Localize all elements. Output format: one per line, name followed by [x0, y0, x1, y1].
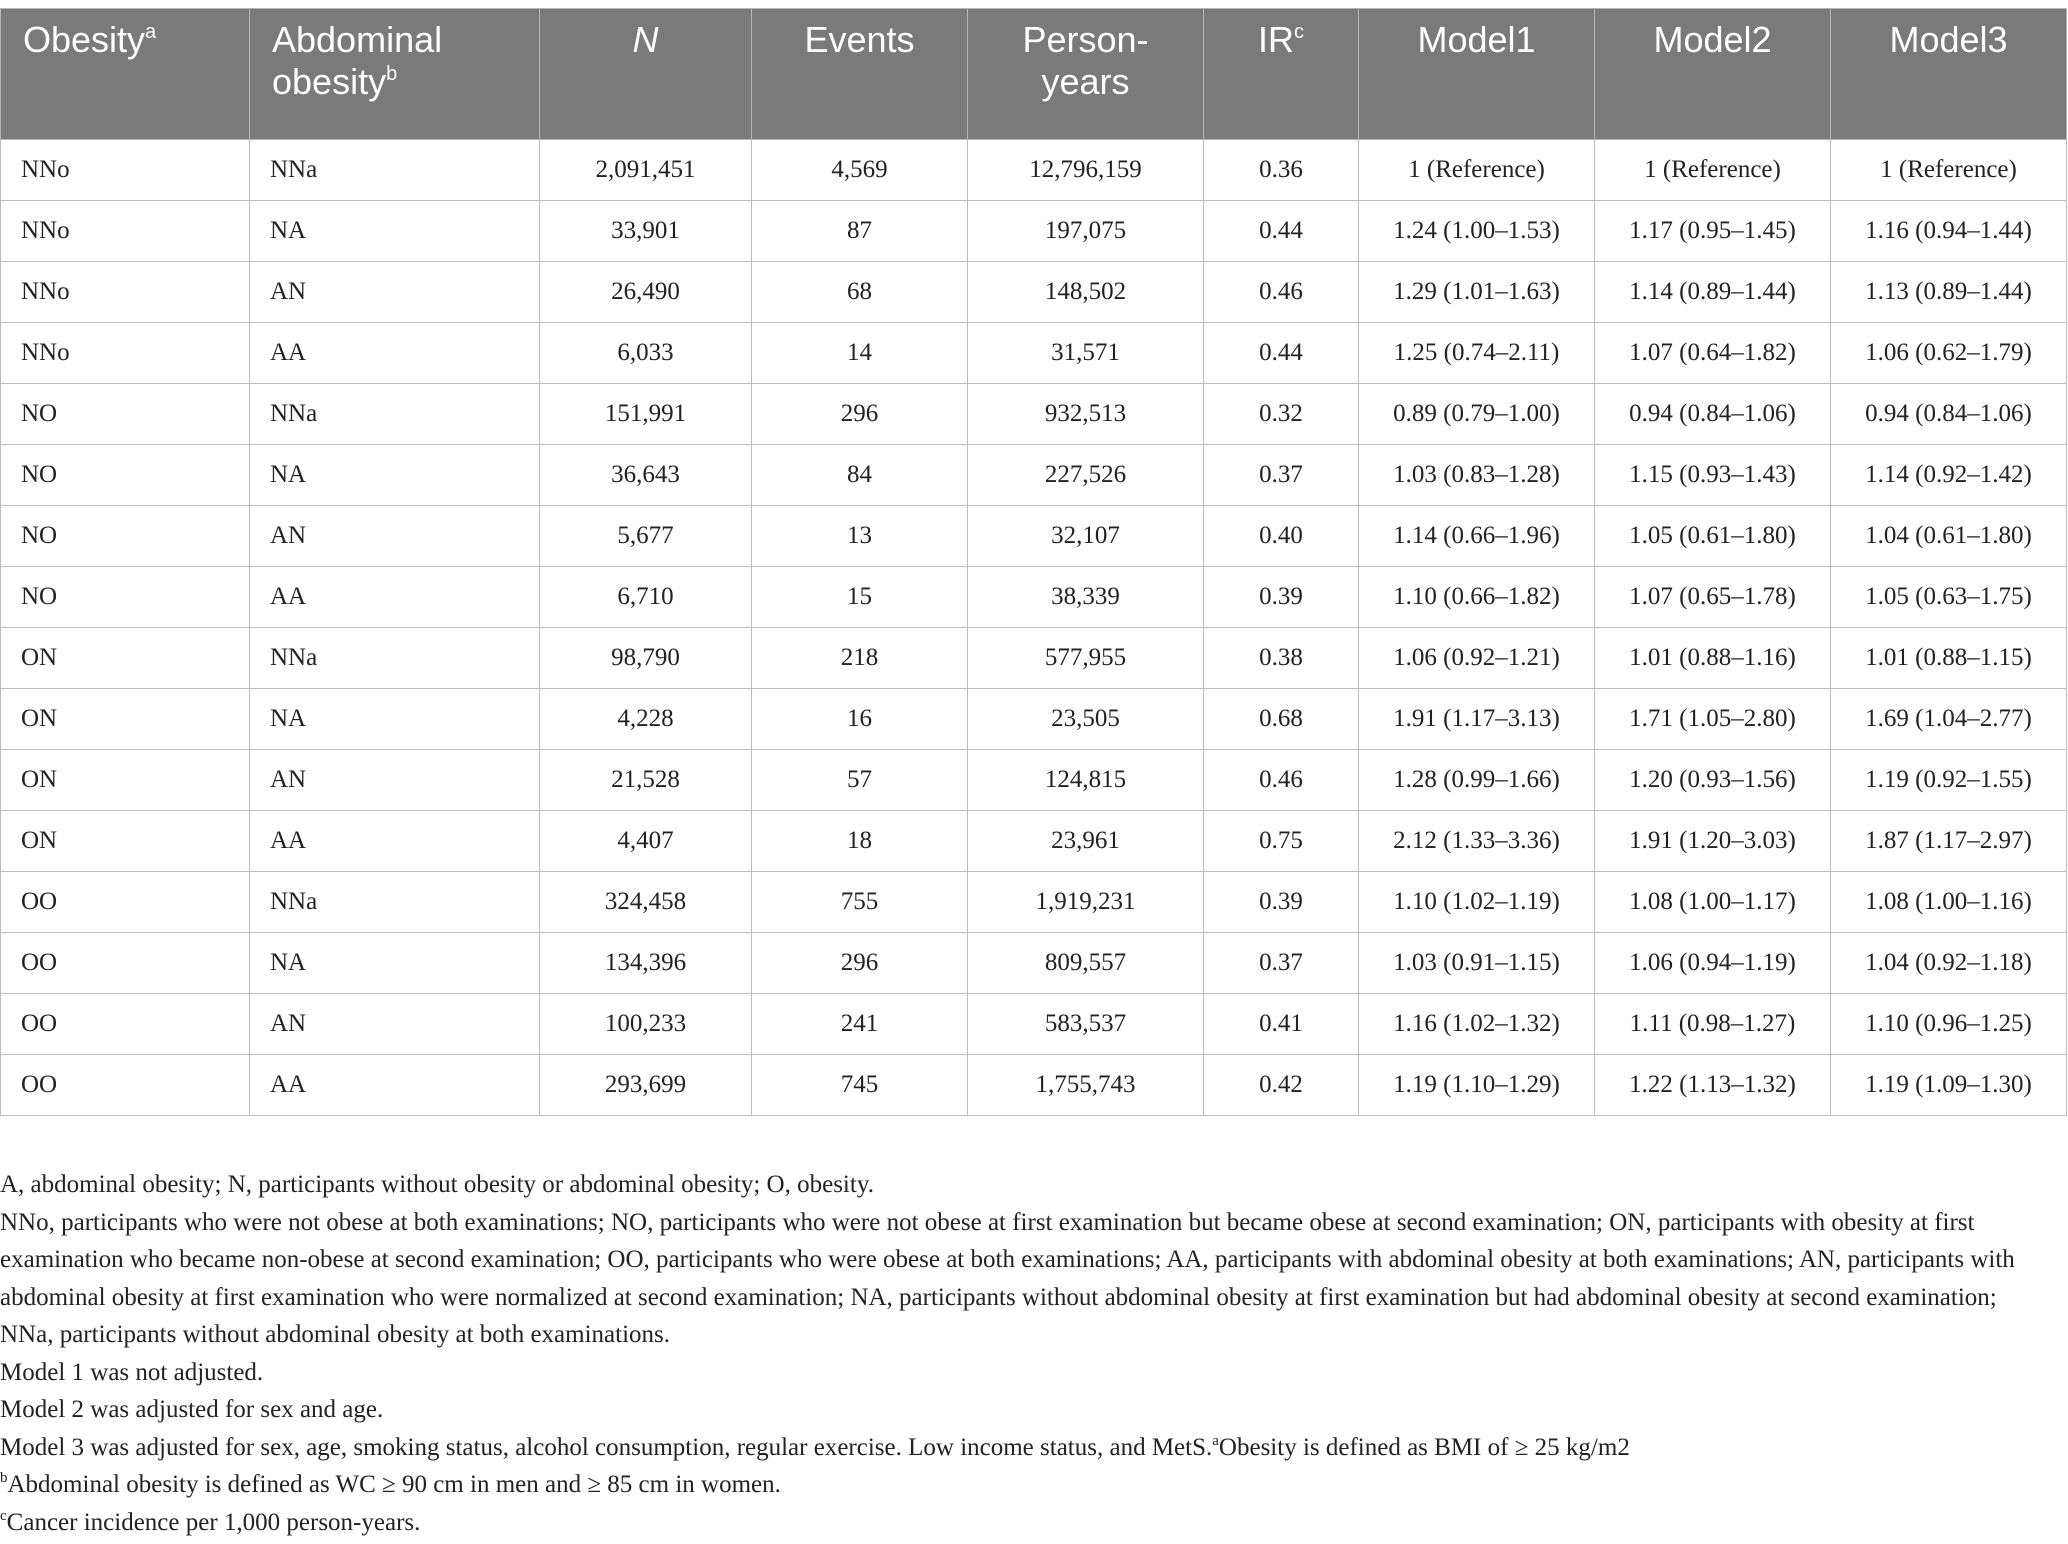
cell-n: 4,228	[540, 689, 752, 750]
cell-obesity: ON	[1, 689, 250, 750]
cell-n: 151,991	[540, 384, 752, 445]
cell-n: 98,790	[540, 628, 752, 689]
header-ir: $IR^c$	[1204, 9, 1359, 140]
cell-abdominal-obesity: AN	[250, 506, 540, 567]
cell-n: 100,233	[540, 994, 752, 1055]
header-n: N	[540, 9, 752, 140]
cell-model3: 1.04 (0.92–1.18)	[1831, 933, 2067, 994]
cell-abdominal-obesity: NA	[250, 201, 540, 262]
cell-model3: 1.87 (1.17–2.97)	[1831, 811, 2067, 872]
cell-abdominal-obesity: AA	[250, 567, 540, 628]
table-body	[1, 140, 2067, 1116]
cell-obesity: NO	[1, 384, 250, 445]
cell-obesity: OO	[1, 994, 250, 1055]
table-row	[1, 140, 2067, 201]
cell-model2: 1.08 (1.00–1.17)	[1595, 872, 1831, 933]
cell-model2: 1.14 (0.89–1.44)	[1595, 262, 1831, 323]
cell-n: 134,396	[540, 933, 752, 994]
cell-n: 36,643	[540, 445, 752, 506]
note-model2: Model 2 was adjusted for sex and age.	[0, 1396, 384, 1423]
results-table	[0, 8, 2067, 1116]
cell-model2: 1.71 (1.05–2.80)	[1595, 689, 1831, 750]
cell-person-years: 23,961	[968, 811, 1204, 872]
cell-obesity: ON	[1, 750, 250, 811]
cell-model2: 1.07 (0.64–1.82)	[1595, 323, 1831, 384]
table-row	[1, 384, 2067, 445]
cell-model2: 1.05 (0.61–1.80)	[1595, 506, 1831, 567]
header-person-years: Person- years	[968, 9, 1204, 140]
cell-events: 16	[752, 689, 968, 750]
cell-model3: 1.14 (0.92–1.42)	[1831, 445, 2067, 506]
cell-abdominal-obesity: NA	[250, 445, 540, 506]
cell-abdominal-obesity: NNa	[250, 140, 540, 201]
cell-model3: 1.01 (0.88–1.15)	[1831, 628, 2067, 689]
cell-model1: 1.14 (0.66–1.96)	[1359, 506, 1595, 567]
header-obesity: Obesity$^a$	[1, 9, 250, 140]
cell-obesity: NNo	[1, 323, 250, 384]
cell-ir: 0.44	[1204, 201, 1359, 262]
cell-ir: 0.44	[1204, 323, 1359, 384]
cell-events: 15	[752, 567, 968, 628]
cell-model3: 0.94 (0.84–1.06)	[1831, 384, 2067, 445]
cell-person-years: 124,815	[968, 750, 1204, 811]
cell-model1: 1.24 (1.00–1.53)	[1359, 201, 1595, 262]
note-abbreviations-1: A, abdominal obesity; N, participants without obesity or abdominal obesity; O, obesity.	[0, 1171, 874, 1198]
cell-ir: 0.37	[1204, 933, 1359, 994]
cell-model3: 1.08 (1.00–1.16)	[1831, 872, 2067, 933]
footnote-c: $^c$Cancer incidence per 1,000 person-years.	[0, 1507, 421, 1536]
cell-ir: 0.37	[1204, 445, 1359, 506]
cell-obesity: OO	[1, 933, 250, 994]
cell-ir: 0.32	[1204, 384, 1359, 445]
cell-events: 241	[752, 994, 968, 1055]
cell-person-years: 1,919,231	[968, 872, 1204, 933]
table-header	[1, 9, 2067, 140]
cell-events: 13	[752, 506, 968, 567]
table-row	[1, 689, 2067, 750]
table-row	[1, 994, 2067, 1055]
cell-events: 755	[752, 872, 968, 933]
cell-model1: 1.28 (0.99–1.66)	[1359, 750, 1595, 811]
cell-abdominal-obesity: NA	[250, 689, 540, 750]
table-row	[1, 567, 2067, 628]
cell-model1: 1.10 (0.66–1.82)	[1359, 567, 1595, 628]
cell-ir: 0.40	[1204, 506, 1359, 567]
cell-ir: 0.68	[1204, 689, 1359, 750]
cell-person-years: 1,755,743	[968, 1055, 1204, 1116]
cell-model2: 1.15 (0.93–1.43)	[1595, 445, 1831, 506]
cell-person-years: 12,796,159	[968, 140, 1204, 201]
cell-model1: 1.91 (1.17–3.13)	[1359, 689, 1595, 750]
table-row	[1, 1055, 2067, 1116]
cell-abdominal-obesity: NNa	[250, 872, 540, 933]
cell-ir: 0.39	[1204, 567, 1359, 628]
header-model2: Model2	[1595, 9, 1831, 140]
cell-abdominal-obesity: AN	[250, 262, 540, 323]
cell-ir: 0.39	[1204, 872, 1359, 933]
cell-abdominal-obesity: NA	[250, 933, 540, 994]
cell-obesity: ON	[1, 628, 250, 689]
cell-model2: 1.06 (0.94–1.19)	[1595, 933, 1831, 994]
table-row	[1, 811, 2067, 872]
cell-events: 745	[752, 1055, 968, 1116]
cell-obesity: NO	[1, 567, 250, 628]
cell-model3: 1.69 (1.04–2.77)	[1831, 689, 2067, 750]
cell-n: 6,033	[540, 323, 752, 384]
cell-person-years: 148,502	[968, 262, 1204, 323]
cell-n: 21,528	[540, 750, 752, 811]
cell-ir: 0.38	[1204, 628, 1359, 689]
cell-person-years: 227,526	[968, 445, 1204, 506]
header-model3: Model3	[1831, 9, 2067, 140]
cell-n: 324,458	[540, 872, 752, 933]
cell-ir: 0.46	[1204, 262, 1359, 323]
cell-n: 4,407	[540, 811, 752, 872]
cell-ir: 0.46	[1204, 750, 1359, 811]
cell-n: 5,677	[540, 506, 752, 567]
cell-model2: 1.17 (0.95–1.45)	[1595, 201, 1831, 262]
cell-model2: 1.07 (0.65–1.78)	[1595, 567, 1831, 628]
cell-abdominal-obesity: AN	[250, 994, 540, 1055]
cell-events: 4,569	[752, 140, 968, 201]
cell-abdominal-obesity: AA	[250, 811, 540, 872]
table-row	[1, 933, 2067, 994]
cell-model1: 1.06 (0.92–1.21)	[1359, 628, 1595, 689]
cell-model1: 1.25 (0.74–2.11)	[1359, 323, 1595, 384]
table-row	[1, 628, 2067, 689]
cell-person-years: 31,571	[968, 323, 1204, 384]
cell-model3: 1.19 (1.09–1.30)	[1831, 1055, 2067, 1116]
cell-model1: 2.12 (1.33–3.36)	[1359, 811, 1595, 872]
cell-obesity: NO	[1, 506, 250, 567]
cell-n: 26,490	[540, 262, 752, 323]
cell-person-years: 577,955	[968, 628, 1204, 689]
cell-model3: 1.05 (0.63–1.75)	[1831, 567, 2067, 628]
header-events: Events	[752, 9, 968, 140]
cell-model2: 1.20 (0.93–1.56)	[1595, 750, 1831, 811]
cell-events: 84	[752, 445, 968, 506]
cell-events: 68	[752, 262, 968, 323]
cell-model1: 1.03 (0.91–1.15)	[1359, 933, 1595, 994]
cell-abdominal-obesity: NNa	[250, 628, 540, 689]
cell-events: 296	[752, 384, 968, 445]
cell-person-years: 932,513	[968, 384, 1204, 445]
cell-person-years: 23,505	[968, 689, 1204, 750]
cell-events: 57	[752, 750, 968, 811]
table-row	[1, 872, 2067, 933]
table-row	[1, 750, 2067, 811]
cell-events: 18	[752, 811, 968, 872]
cell-events: 87	[752, 201, 968, 262]
table-row	[1, 445, 2067, 506]
cell-model1: 1.19 (1.10–1.29)	[1359, 1055, 1595, 1116]
cell-events: 14	[752, 323, 968, 384]
header-abdominal-obesity: Abdominal obesity$^b$	[250, 9, 540, 140]
cell-obesity: NNo	[1, 262, 250, 323]
cell-model2: 0.94 (0.84–1.06)	[1595, 384, 1831, 445]
cell-abdominal-obesity: AA	[250, 1055, 540, 1116]
table-row	[1, 323, 2067, 384]
cell-model3: 1.19 (0.92–1.55)	[1831, 750, 2067, 811]
cell-person-years: 38,339	[968, 567, 1204, 628]
cell-model3: 1.10 (0.96–1.25)	[1831, 994, 2067, 1055]
cell-model2: 1 (Reference)	[1595, 140, 1831, 201]
cell-model2: 1.11 (0.98–1.27)	[1595, 994, 1831, 1055]
cell-ir: 0.75	[1204, 811, 1359, 872]
cell-n: 293,699	[540, 1055, 752, 1116]
table-row	[1, 506, 2067, 567]
cell-model3: 1.06 (0.62–1.79)	[1831, 323, 2067, 384]
cell-events: 296	[752, 933, 968, 994]
cell-model3: 1.04 (0.61–1.80)	[1831, 506, 2067, 567]
cell-person-years: 32,107	[968, 506, 1204, 567]
footnote-a: Obesity is defined as BMI of ≥ 25 kg/m2	[1218, 1433, 1630, 1461]
cell-model1: 1.29 (1.01–1.63)	[1359, 262, 1595, 323]
cell-events: 218	[752, 628, 968, 689]
cell-model1: 1.03 (0.83–1.28)	[1359, 445, 1595, 506]
cell-obesity: ON	[1, 811, 250, 872]
note-model3: Model 3 was adjusted for sex, age, smoking status, alcohol consumption, regular exercise. Low income status, and MetS.$^a$Obesity is defined as BMI of ≥ 25 kg/m2	[0, 1432, 1630, 1461]
cell-abdominal-obesity: AA	[250, 323, 540, 384]
cell-model1: 1.10 (1.02–1.19)	[1359, 872, 1595, 933]
cell-obesity: NO	[1, 445, 250, 506]
header-row	[1, 9, 2067, 140]
cell-ir: 0.41	[1204, 994, 1359, 1055]
cell-model2: 1.91 (1.20–3.03)	[1595, 811, 1831, 872]
cell-person-years: 583,537	[968, 994, 1204, 1055]
cell-model1: 0.89 (0.79–1.00)	[1359, 384, 1595, 445]
note-model1: Model 1 was not adjusted.	[0, 1358, 264, 1386]
cell-person-years: 809,557	[968, 933, 1204, 994]
table-row	[1, 201, 2067, 262]
cell-model1: 1 (Reference)	[1359, 140, 1595, 201]
cell-n: 2,091,451	[540, 140, 752, 201]
cell-model3: 1.16 (0.94–1.44)	[1831, 201, 2067, 262]
cell-ir: 0.36	[1204, 140, 1359, 201]
table-notes	[0, 1166, 2050, 1541]
cell-abdominal-obesity: AN	[250, 750, 540, 811]
note-abbreviations-2: NNo, participants who were not obese at both examinations; NO, participants who were not obese at first examination but became obese at second examination; ON, participants with obesity at first examination who became non-obese at second examination; OO, participants who were obese at both examinations; AA, participants with abdominal obesity at both examinations; AN, participants with abdominal obesity at first examination who were normalized at second examination; NA, participants without abdominal obesity at first examination but had abdominal obesity at second examination; NNa, participants without abdominal obesity at both examinations.	[0, 1208, 2015, 1348]
cell-obesity: NNo	[1, 201, 250, 262]
cell-person-years: 197,075	[968, 201, 1204, 262]
cell-model3: 1.13 (0.89–1.44)	[1831, 262, 2067, 323]
cell-obesity: NNo	[1, 140, 250, 201]
table-row	[1, 262, 2067, 323]
cell-obesity: OO	[1, 1055, 250, 1116]
cell-model2: 1.22 (1.13–1.32)	[1595, 1055, 1831, 1116]
cell-n: 33,901	[540, 201, 752, 262]
cell-obesity: OO	[1, 872, 250, 933]
cell-n: 6,710	[540, 567, 752, 628]
cell-model1: 1.16 (1.02–1.32)	[1359, 994, 1595, 1055]
cell-abdominal-obesity: NNa	[250, 384, 540, 445]
cell-model3: 1 (Reference)	[1831, 140, 2067, 201]
header-model1: Model1	[1359, 9, 1595, 140]
cell-model2: 1.01 (0.88–1.16)	[1595, 628, 1831, 689]
footnote-b: $^b$Abdominal obesity is defined as WC ≥ 90 cm in men and ≥ 85 cm in women.	[0, 1470, 781, 1498]
cell-ir: 0.42	[1204, 1055, 1359, 1116]
